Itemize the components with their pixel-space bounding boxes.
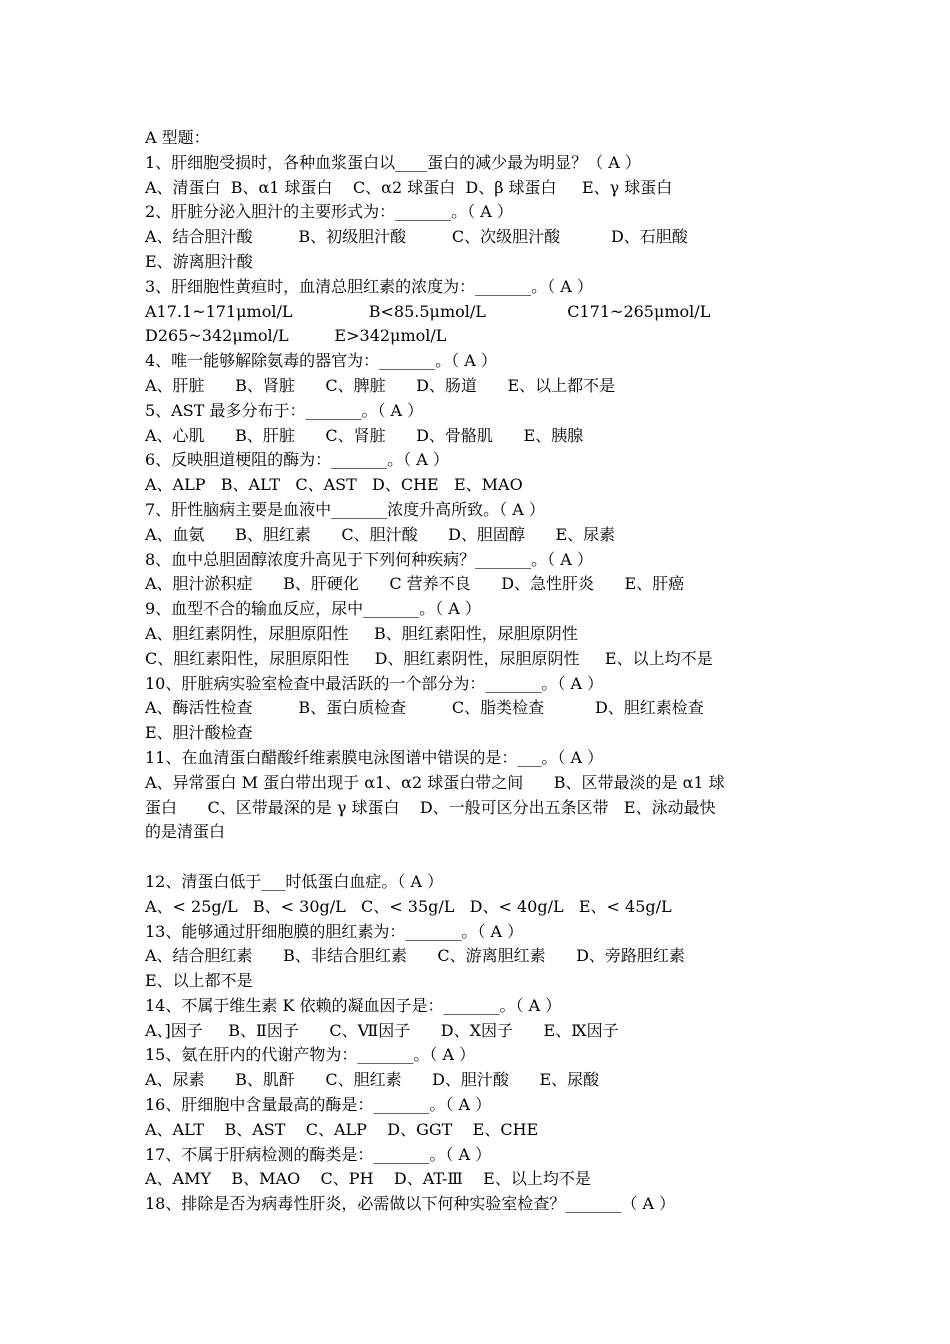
question-block [145, 1143, 810, 1193]
answer-options: A、心肌 B、肝脏 C、肾脏 D、骨骼肌 E、胰腺 [145, 425, 584, 445]
question-stem: 7、肝性脑病主要是血液中_______浓度升高所致。（ A ） [145, 499, 545, 519]
question-block [145, 597, 810, 671]
answer-options: 蛋白 C、区带最深的是 γ 球蛋白 D、一般可区分出五条区带 E、泳动最快 [145, 797, 716, 817]
question-block [145, 151, 810, 201]
question-stem: 3、肝细胞性黄疸时，血清总胆红素的浓度为：_______。（ A ） [145, 276, 593, 296]
question-block [145, 399, 810, 449]
section-title: A 型题： [145, 128, 210, 147]
blank-line [145, 845, 810, 870]
question-block [145, 548, 810, 598]
answer-options: A、清蛋白 B、α1 球蛋白 C、α2 球蛋白 D、β 球蛋白 E、γ 球蛋白 [145, 177, 673, 197]
answer-options: A、尿素 B、肌酐 C、胆红素 D、胆汁酸 E、尿酸 [145, 1070, 600, 1090]
answer-options: A、< 25g/L B、< 30g/L C、< 35g/L D、< 40g/L E、< 45g/L [145, 896, 672, 916]
question-block [145, 200, 810, 274]
answer-options: A、ALT B、AST C、ALP D、GGT E、CHE [145, 1119, 539, 1139]
answer-options: E、以上都不是 [145, 971, 253, 991]
question-stem: 12、清蛋白低于___时低蛋白血症。（ A ） [145, 871, 444, 891]
question-block [145, 920, 810, 994]
question-block [145, 1043, 810, 1093]
question-stem: 1、肝细胞受损时，各种血浆蛋白以____蛋白的减少最为明显？（ A ） [145, 152, 641, 172]
question-stem: 8、血中总胆固醇浓度升高见于下列何种疾病？_______。（ A ） [145, 549, 593, 569]
question-block [145, 1192, 810, 1217]
question-stem: 6、反映胆道梗阻的酶为：_______。（ A ） [145, 450, 449, 470]
answer-options: 的是清蛋白 [145, 822, 226, 842]
answer-options: A17.1~171μmol/L B<85.5μmol/L C171~265μmol/L [145, 301, 711, 321]
answer-options: A、胆红素阴性，尿胆原阳性 B、胆红素阳性，尿胆原阴性 [145, 623, 578, 643]
question-block [145, 1093, 810, 1143]
question-block [145, 672, 810, 746]
answer-options: E、胆汁酸检查 [145, 723, 253, 743]
answer-options: A、AMY B、MAO C、PH D、AT-Ⅲ E、以上均不是 [145, 1169, 591, 1189]
question-block [145, 448, 810, 498]
answer-options: A、结合胆汁酸 B、初级胆汁酸 C、次级胆汁酸 D、石胆酸 [145, 227, 688, 247]
question-stem: 5、AST 最多分布于：_______。（ A ） [145, 400, 424, 420]
question-list [145, 126, 810, 1217]
question-block [145, 845, 810, 919]
question-stem: 9、血型不合的输血反应，尿中_______。（ A ） [145, 599, 481, 619]
question-stem: 17、不属于肝病检测的酶类是：_______。（ A ） [145, 1144, 492, 1164]
question-stem: 16、肝细胞中含量最高的酶是：_______。（ A ） [145, 1095, 492, 1115]
question-stem: 15、氨在肝内的代谢产物为：_______。（ A ） [145, 1045, 476, 1065]
question-stem: 2、肝脏分泌入胆汁的主要形式为：_______。（ A ） [145, 202, 513, 222]
question-block [145, 498, 810, 548]
question-stem: 11、在血清蛋白醋酸纤维素膜电泳图谱中错误的是：___。（ A ） [145, 747, 604, 767]
answer-options: A、异常蛋白 M 蛋白带出现于 α1、α2 球蛋白带之间 B、区带最淡的是 α1 球 [145, 772, 725, 792]
answer-options: A、ALP B、ALT C、AST D、CHE E、MAO [145, 475, 523, 495]
question-block [145, 746, 810, 845]
answer-options: A、血氨 B、胆红素 C、胆汁酸 D、胆固醇 E、尿素 [145, 524, 616, 544]
question-stem: 14、不属于维生素 K 依赖的凝血因子是：_______。（ A ） [145, 995, 562, 1015]
answer-options: A、酶活性检查 B、蛋白质检查 C、脂类检查 D、胆红素检查 [145, 698, 704, 718]
question-block [145, 994, 810, 1044]
answer-options: C、胆红素阳性，尿胆原阳性 D、胆红素阴性，尿胆原阴性 E、以上均不是 [145, 648, 713, 668]
question-stem: 10、肝脏病实验室检查中最活跃的一个部分为：_______。（ A ） [145, 673, 604, 693]
answer-options: A、结合胆红素 B、非结合胆红素 C、游离胆红素 D、旁路胆红素 [145, 946, 685, 966]
question-stem: 18、排除是否为病毒性肝炎，必需做以下何种实验室检查？_______（ A ） [145, 1194, 676, 1214]
answer-options: A、]因子 B、Ⅱ因子 C、Ⅶ因子 D、Ⅹ因子 E、Ⅸ因子 [145, 1020, 619, 1040]
question-block [145, 275, 810, 349]
question-stem: 13、能够通过肝细胞膜的胆红素为：_______。（ A ） [145, 921, 524, 941]
answer-options: A、胆汁淤积症 B、肝硬化 C 营养不良 D、急性肝炎 E、肝癌 [145, 574, 685, 594]
question-stem: 4、唯一能够解除氨毒的器官为：_______。（ A ） [145, 351, 497, 371]
answer-options: A、肝脏 B、肾脏 C、脾脏 D、肠道 E、以上都不是 [145, 375, 616, 395]
answer-options: D265~342μmol/L E>342μmol/L [145, 326, 447, 346]
question-block [145, 349, 810, 399]
answer-options: E、游离胆汁酸 [145, 251, 253, 271]
